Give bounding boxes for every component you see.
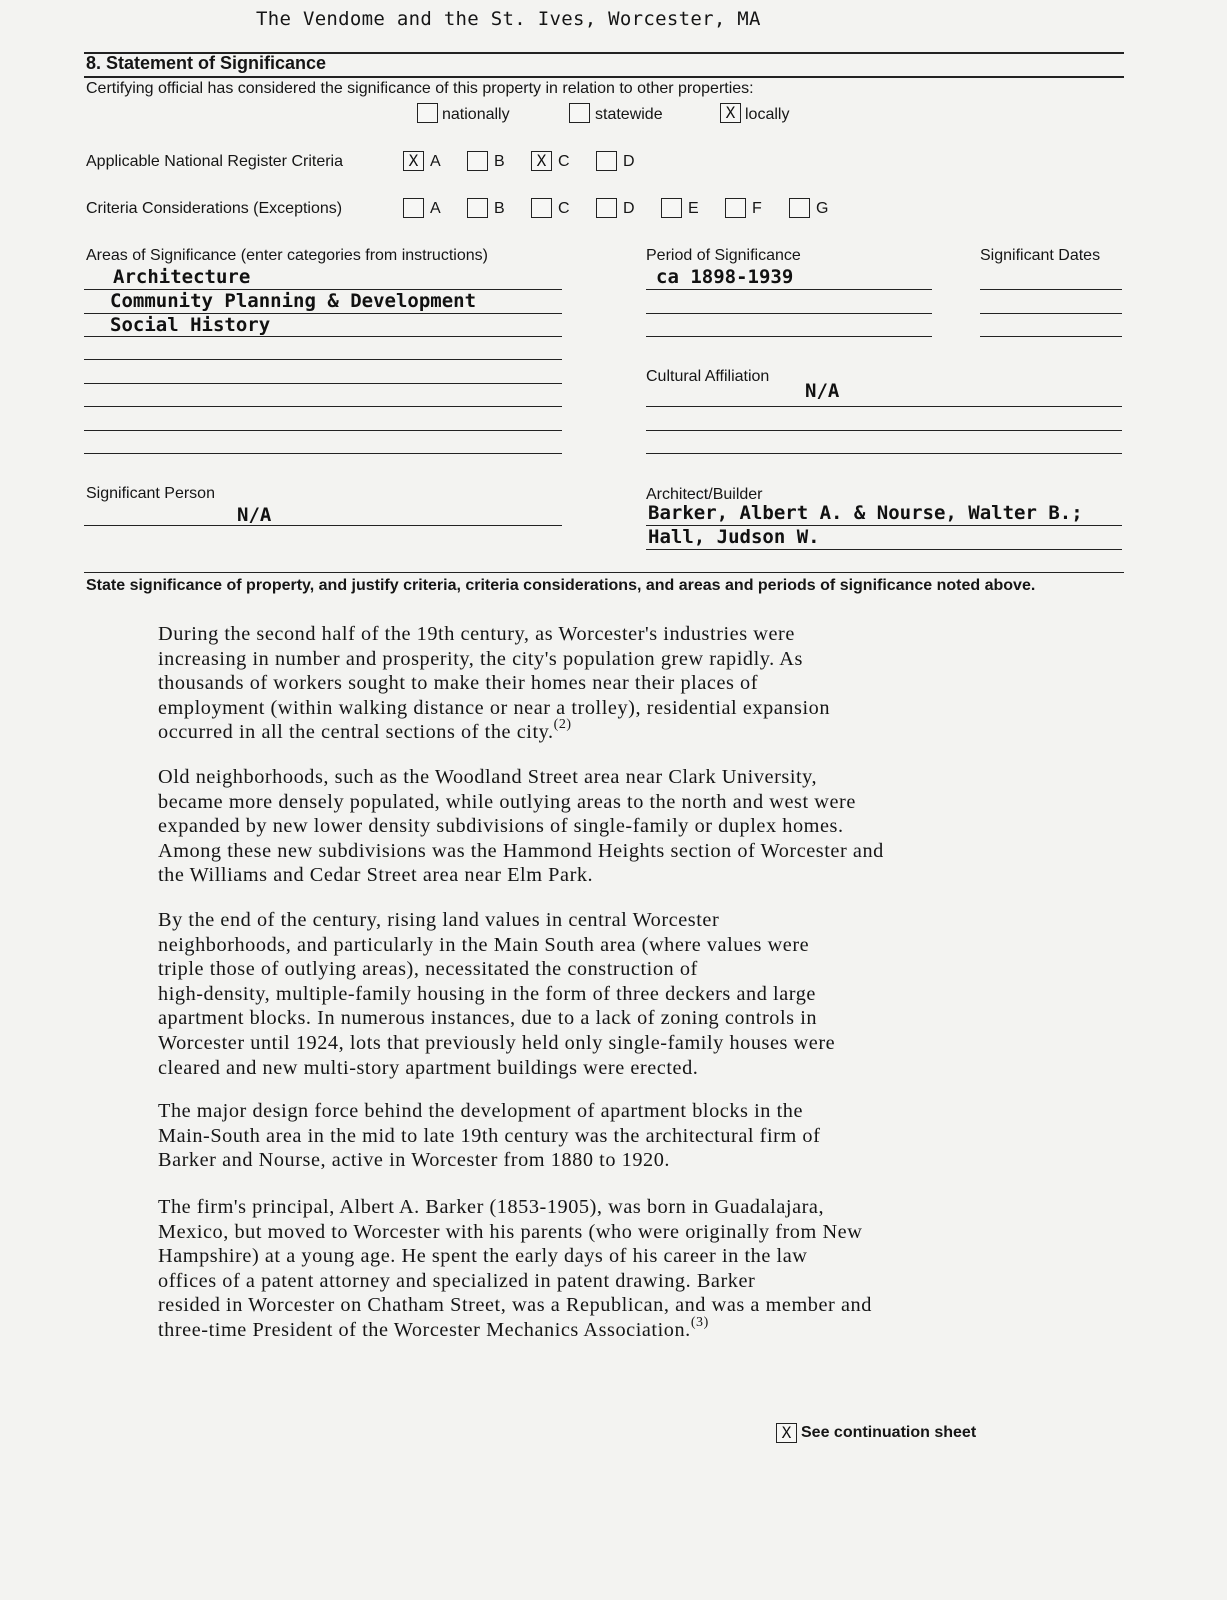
certifying-text: Certifying official has considered the significance of this property in relation to other properties: — [86, 80, 754, 97]
cultural-line — [646, 430, 1122, 431]
criteria-b-checkbox[interactable] — [467, 151, 488, 171]
areas-line — [84, 430, 562, 431]
areas-line — [84, 336, 562, 337]
criteria-b-label: B — [494, 153, 505, 170]
nationally-label: nationally — [442, 106, 510, 123]
person-label: Significant Person — [86, 485, 215, 502]
considerations-d-label: D — [623, 200, 635, 217]
criteria-label: Applicable National Register Criteria — [86, 153, 344, 170]
area-item: Architecture — [113, 266, 251, 288]
paragraph-text: The firm's principal, Albert A. Barker (1853-1905), was born in Guadalajara, Mexico, but moved to Worcester with his parents (who were originally from New Hampshire) at a young age. He spent the early days of his career in the law offices of a patent attorney and specialized in patent drawing. Barker resided in Worcester on Chatham Street, was a Republican, and was a member and three-time President of the Worcester Mechanics Association. — [158, 1196, 872, 1341]
cultural-value: N/A — [805, 380, 840, 402]
considerations-d-checkbox[interactable] — [596, 198, 617, 218]
statewide-checkbox[interactable] — [569, 103, 590, 123]
paragraph — [158, 1099, 1158, 1173]
person-value: N/A — [237, 504, 272, 526]
considerations-f-label: F — [752, 200, 762, 217]
areas-label: Areas of Significance (enter categories from instructions) — [86, 247, 488, 264]
dates-line — [980, 313, 1122, 314]
architect-label: Architect/Builder — [646, 486, 763, 503]
areas-line — [84, 383, 562, 384]
criteria-d-label: D — [623, 153, 635, 170]
paragraph — [158, 908, 1158, 1080]
statement-label: State significance of property, and justify criteria, criteria considerations, and areas and periods of significance noted above. — [86, 577, 1036, 594]
architect-line1: Barker, Albert A. & Nourse, Walter B.; — [648, 502, 1083, 524]
criteria-d-checkbox[interactable] — [596, 151, 617, 171]
areas-line — [84, 406, 562, 407]
considerations-g-checkbox[interactable] — [789, 198, 810, 218]
dates-label: Significant Dates — [980, 247, 1101, 264]
considerations-e-label: E — [688, 200, 699, 217]
cultural-line — [646, 406, 1122, 407]
cultural-label: Cultural Affiliation — [646, 368, 770, 385]
statewide-label: statewide — [595, 106, 663, 123]
paragraph — [158, 1195, 1158, 1343]
paragraph — [158, 622, 1158, 745]
footnote-marker: (2) — [553, 717, 572, 733]
continuation-checkbox[interactable]: X — [776, 1423, 797, 1443]
paragraph-text: By the end of the century, rising land values in central Worcester neighborhoods, and particularly in the Main South area (where values were triple those of outlying areas), necessitated the construction of high-density, multiple-family housing in the form of three deckers and large apartment blocks. In numerous instances, due to a lack of zoning controls in Worcester until 1924, lots that previously held only single-family houses were cleared and new multi-story apartment buildings were erected. — [158, 909, 836, 1079]
architect-rule — [646, 549, 1122, 550]
period-line — [646, 336, 932, 337]
cultural-line — [646, 453, 1122, 454]
considerations-label: Criteria Considerations (Exceptions) — [86, 200, 343, 217]
area-item: Community Planning & Development — [110, 290, 477, 312]
area-item: Social History — [110, 314, 271, 336]
dates-line — [980, 336, 1122, 337]
considerations-a-checkbox[interactable] — [403, 198, 424, 218]
section-title: 8. Statement of Significance — [86, 53, 327, 73]
paragraph-text: Old neighborhoods, such as the Woodland Street area near Clark University, became more densely populated, while outlying areas to the north and west were expanded by new lower density subdivisions of single-family or duplex homes. Among these new subdivisions was the Hammond Heights section of Worcester and the Williams and Cedar Street area near Elm Park. — [158, 766, 884, 887]
considerations-f-checkbox[interactable] — [725, 198, 746, 218]
period-line — [646, 289, 932, 290]
considerations-b-label: B — [494, 200, 505, 217]
paragraph-text: During the second half of the 19th century, as Worcester's industries were increasing in number and prosperity, the city's population grew rapidly. As thousands of workers sought to make their homes near their places of employment (within walking distance or near a trolley), residential expansion occurred in all the central sections of the city. — [158, 623, 831, 744]
paragraph-text: The major design force behind the development of apartment blocks in the Main-South area in the mid to late 19th century was the architectural firm of Barker and Nourse, active in Worcester from 1880 to 1920. — [158, 1100, 821, 1172]
nationally-checkbox[interactable] — [417, 103, 438, 123]
locally-checkbox[interactable]: X — [720, 103, 741, 123]
architect-line2: Hall, Judson W. — [648, 526, 820, 548]
considerations-c-checkbox[interactable] — [531, 198, 552, 218]
period-label: Period of Significance — [646, 247, 801, 264]
paragraph — [158, 765, 1158, 888]
section-bottom-rule — [84, 76, 1124, 78]
period-line — [646, 313, 932, 314]
document-title: The Vendome and the St. Ives, Worcester, MA — [256, 8, 761, 30]
locally-label: locally — [745, 106, 790, 123]
considerations-g-label: G — [816, 200, 829, 217]
considerations-b-checkbox[interactable] — [467, 198, 488, 218]
dates-line — [980, 289, 1122, 290]
criteria-c-label: C — [558, 153, 570, 170]
considerations-a-label: A — [430, 200, 441, 217]
person-line — [84, 525, 562, 526]
period-value: ca 1898-1939 — [656, 266, 794, 288]
criteria-c-checkbox[interactable]: X — [531, 151, 552, 171]
statement-rule — [84, 572, 1124, 573]
criteria-a-checkbox[interactable]: X — [403, 151, 424, 171]
areas-line — [84, 359, 562, 360]
considerations-e-checkbox[interactable] — [661, 198, 682, 218]
continuation-label: See continuation sheet — [801, 1424, 977, 1441]
criteria-a-label: A — [430, 153, 441, 170]
areas-line — [84, 453, 562, 454]
footnote-marker: (3) — [690, 1314, 709, 1330]
considerations-c-label: C — [558, 200, 570, 217]
